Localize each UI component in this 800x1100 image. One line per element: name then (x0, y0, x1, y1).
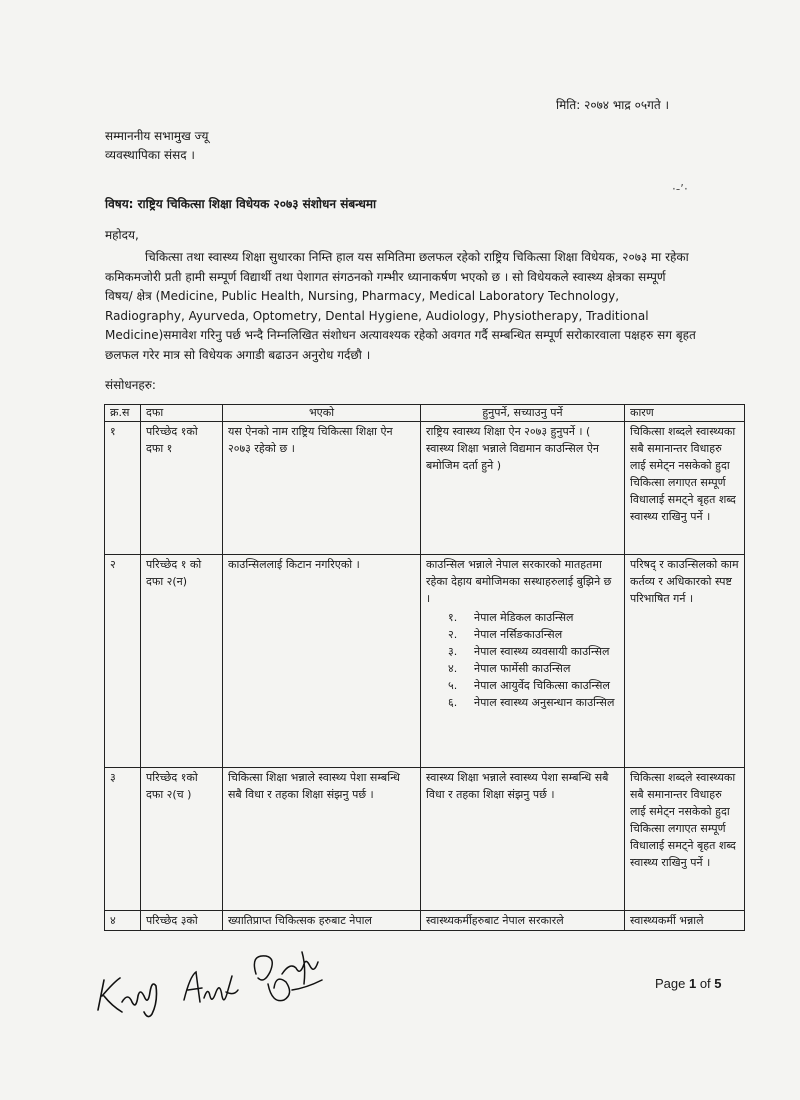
cell-serial: २ (105, 555, 141, 768)
letter-subject: विषय: राष्ट्रिय चिकित्सा शिक्षा विधेयक २०७३ संशोधन संबन्धमा (105, 197, 377, 211)
signature-3 (246, 944, 330, 1014)
cell-existing: काउन्सिललाई किटान नगरिएको । (223, 555, 421, 768)
table-row (105, 555, 745, 768)
addressee-line-2: व्यवस्थापिका संसद । (105, 148, 195, 162)
header-existing: भएको (223, 405, 421, 422)
amendments-table (104, 404, 745, 931)
addressee-line-1: सम्माननीय सभामुख ज्यू (105, 129, 209, 143)
table-header-row (105, 405, 745, 422)
amendments-heading: संसोधनहरु: (105, 378, 156, 392)
scan-speck: ·-’· (672, 182, 688, 196)
cell-existing: ख्यातिप्राप्त चिकित्सक हरुबाट नेपाल (223, 911, 421, 931)
addressee-block (105, 127, 208, 165)
signature-1 (92, 962, 172, 1022)
list-item: ३. नेपाल स्वास्थ्य व्यवसायी काउन्सिल (448, 645, 610, 658)
cell-reason: परिषद् र काउन्सिलको काम कर्तव्य र अधिकारको स्पष्ट परिभाषित गर्न । (625, 555, 745, 768)
table-row (105, 422, 745, 555)
cell-proposed: स्वास्थ्य शिक्षा भन्नाले स्वास्थ्य पेशा सम्बन्धि सबै विधा र तहका शिक्षा संझनु पर्छ । (421, 768, 625, 911)
letter-body-text: चिकित्सा तथा स्वास्थ्य शिक्षा सुधारका निम्ति हाल यस समितिमा छलफल रहेको राष्ट्रिय चिकित्सा शिक्षा विधेयक, २०७३ मा रहेका कमिकमजोरी प्रती हामी सम्पूर्ण विद्यार्थी तथा पेशागत संगठनको गम्भीर ध्यानाकर्षण भएको छ । सो विधेयकले स्वास्थ्य क्षेत्रका सम्पूर्ण विषय/ क्षेत्र (Medicine, Public Health, Nursing, Pharmacy, Medical Laboratory Technology, Radiography, Ayurveda, Optometry, Dental Hygiene, Audiology, Physiotherapy, Traditional Medicine)समावेश गरिनु पर्छ भन्दै निम्नलिखित संशोधन अत्यावश्यक रहेको अवगत गर्दै सम्बन्धित सम्पूर्ण सरोकारवाला पक्षहरु सग बृहत छलफल गरेर मात्र सो विधेयक अगाडी बढाउन अनुरोध गर्दछौ । (105, 250, 696, 362)
page-number: Page 1 of 5 (655, 976, 722, 991)
list-item: १. नेपाल मेडिकल काउन्सिल (448, 611, 574, 624)
list-item: २. नेपाल नर्सिङकाउन्सिल (448, 628, 563, 641)
list-item: ५. नेपाल आयुर्वेद चिकित्सा काउन्सिल (448, 679, 610, 692)
list-item: ६. नेपाल स्वास्थ्य अनुसन्धान काउन्सिल (448, 696, 615, 709)
cell-reason: चिकित्सा शब्दले स्वास्थ्यका सबै समानान्तर विधाहरु लाई समेट्न नसकेको हुदा चिकित्सा लगाएत सम्पूर्ण विधालाई समट्ने बृहत शब्द स्वास्थ्य राखिनु पर्ने । (625, 768, 745, 911)
cell-section: परिच्छेद १ को दफा २(न) (141, 555, 223, 768)
table-row (105, 768, 745, 911)
salutation: महोदय, (105, 228, 139, 242)
header-serial: क्र.स (105, 405, 141, 422)
cell-serial: ३ (105, 768, 141, 911)
letter-date: मिति: २०७४ भाद्र ०५गते । (556, 98, 670, 112)
header-proposed: हुनुपर्ने, सच्याउनु पर्ने (421, 405, 625, 422)
letter-body (105, 248, 697, 365)
cell-serial: ४ (105, 911, 141, 931)
cell-proposed: राष्ट्रिय स्वास्थ्य शिक्षा ऐन २०७३ हुनुपर्ने । ( स्वास्थ्य शिक्षा भन्नाले विद्यमान काउन्सिल ऐन बमोजिम दर्ता हुने ) (421, 422, 625, 555)
table-row (105, 911, 745, 931)
cell-proposed: स्वास्थ्यकर्मीहरुबाट नेपाल सरकारले (421, 911, 625, 931)
signature-2 (176, 962, 246, 1012)
list-item: ४. नेपाल फार्मेसी काउन्सिल (448, 662, 571, 675)
cell-reason: चिकित्सा शब्दले स्वास्थ्यका सबै समानान्तर विधाहरु लाई समेट्न नसकेको हुदा चिकित्सा लगाएत सम्पूर्ण विधालाई समट्ने बृहत शब्द स्वास्थ्य राखिनु पर्ने । (625, 422, 745, 555)
cell-reason: स्वास्थ्यकर्मी भन्नाले (625, 911, 745, 931)
cell-existing: यस ऐनको नाम राष्ट्रिय चिकित्सा शिक्षा ऐन २०७३ रहेको छ । (223, 422, 421, 555)
cell-section: परिच्छेद १को दफा १ (141, 422, 223, 555)
header-reason: कारण (625, 405, 745, 422)
cell-section: परिच्छेद ३को (141, 911, 223, 931)
header-section: दफा (141, 405, 223, 422)
cell-serial: १ (105, 422, 141, 555)
cell-proposed (421, 555, 625, 768)
cell-existing: चिकित्सा शिक्षा भन्नाले स्वास्थ्य पेशा सम्बन्धि सबै विधा र तहका शिक्षा संझनु पर्छ । (223, 768, 421, 911)
proposed-intro: काउन्सिल भन्नाले नेपाल सरकारको मातहतमा रहेका देहाय बमोजिमका सस्थाहरुलाई बुझिने छ । (426, 558, 612, 605)
council-list (426, 609, 619, 711)
cell-section: परिच्छेद १को दफा २(च ) (141, 768, 223, 911)
